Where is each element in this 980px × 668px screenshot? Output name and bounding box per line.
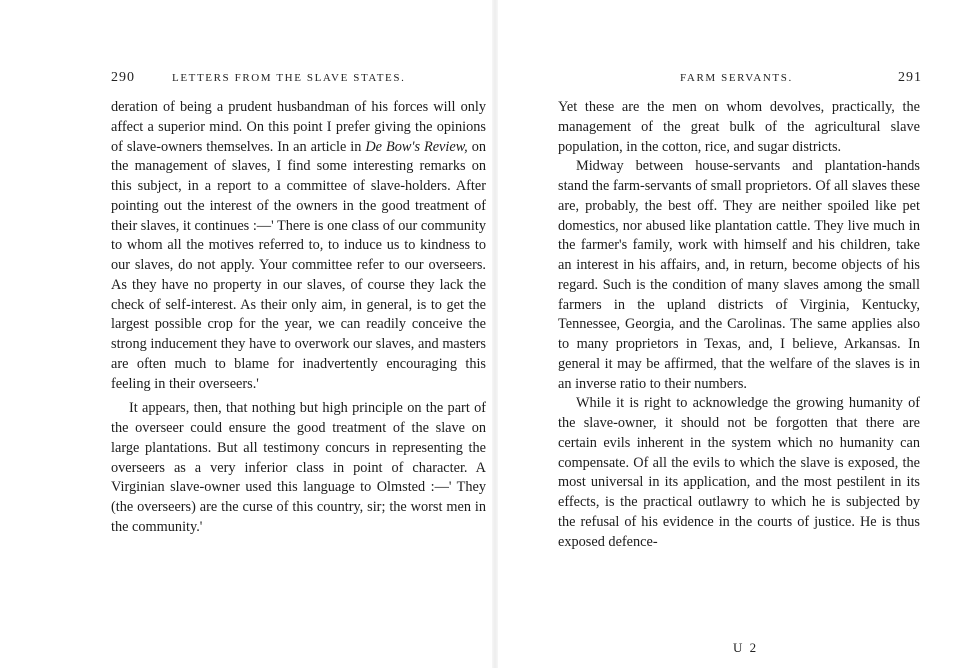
signature-mark: U 2 xyxy=(733,640,759,655)
right-paragraph-2: Midway between house-servants and plantation-hands stand the farm-servants of small proprietors. Of all slaves these are, probably, the best off. They are neither spoiled like pet domestics, nor abused like plantation cattle. They live much in the farmer's family, work with himself and his children, take an interest in his affairs, and, in return, become objects of his regard. Such is the condition of many slaves among the small farmers in the upland districts of Virginia, Kentucky, Tennessee, Georgia, and the Carolinas. The same applies also to many proprietors in Texas, and, I believe, Arkansas. In general it may be affirmed, that the welfare of the slaves is in an inverse ratio to their numbers. xyxy=(558,158,920,392)
left-paragraph-1-text-b: on the management of slaves, I find some interesting remarks on this subject, in a report to a committee of slave-holders. After pointing out the interest of the owners in the good treatment of their slaves, it continues :—' There is one class of our community to whom all the motives referred to, to induce us to kindness to our slaves, do not apply. Your committee refer to our overseers. As they have no property in our slaves, of course they lack the check of self-interest. As their only aim, in general, is to get the largest possible crop for the year, we can readily conceive the strong inducement they have to overwork our slaves, and masters are often much to blame for inadvertently encouraging this feeling in their overseers.' xyxy=(111,138,486,392)
right-body-text xyxy=(558,98,920,552)
left-paragraph-2: It appears, then, that nothing but high principle on the part of the overseer could ensure the good treatment of the slave on large plantations. But all testimony concurs in representing the overseers as a very inferior class in point of character. A Virginian slave-owner used this language to Olmsted :—' They (the overseers) are the curse of this country, sir; the worst men in the community.' xyxy=(111,400,486,535)
left-paragraph-1-text-a: deration of being a prudent husbandman of his forces will only affect a superior mind. On this point I prefer giving the opinions of slave-owners themselves. In an article in xyxy=(111,99,486,155)
left-running-head: LETTERS FROM THE SLAVE STATES. xyxy=(172,72,406,84)
right-page xyxy=(495,0,980,668)
periodical-title: De Bow's Review, xyxy=(365,138,468,155)
left-page-number: 290 xyxy=(111,70,135,85)
right-paragraph-1: Yet these are the men on whom devolves, practically, the management of the great bulk of the agricultural slave population, in the cotton, rice, and sugar districts. xyxy=(558,99,920,155)
right-paragraph-3: While it is right to acknowledge the growing humanity of the slave-owner, it should not be forgotten that there are certain evils inherent in the system which no humanity can compensate. Of all the evils to which the slave is exposed, the most universal in its application, and the most pestilent in its effects, is the practical outlawry to which he is subjected by the refusal of his evidence in the courts of justice. He is thus exposed defence- xyxy=(558,395,920,550)
right-page-number: 291 xyxy=(898,70,922,85)
left-body-text xyxy=(111,98,486,538)
left-paragraph-1 xyxy=(111,98,486,394)
right-running-head: FARM SERVANTS. xyxy=(680,72,793,84)
